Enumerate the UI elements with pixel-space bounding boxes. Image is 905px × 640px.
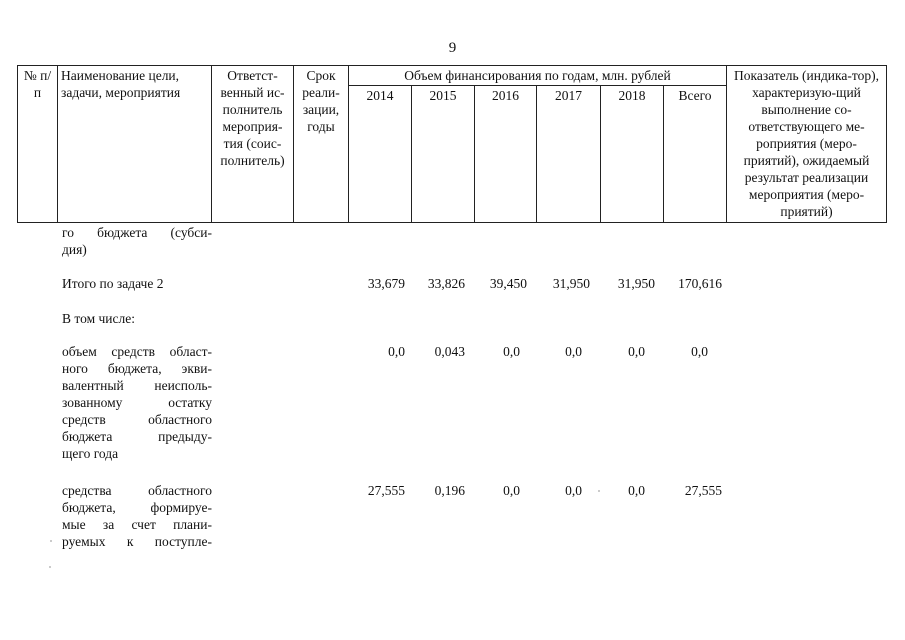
row1-label-line: ного бюджета, экви-	[62, 361, 212, 376]
row1-label-line: бюджета предыду-	[62, 429, 212, 444]
row2-value-sum: 27,555	[684, 483, 722, 498]
row2-label-line: бюджета, формируе-	[62, 500, 212, 515]
total-value-2018: 31,950	[617, 276, 655, 291]
header-year-2018: 2018	[601, 86, 664, 223]
header-name-label: Наименование цели, задачи, мероприятия	[61, 68, 181, 100]
header-term-cell	[294, 66, 349, 223]
row1-value-2015: 0,043	[434, 344, 465, 359]
header-indicator-cell	[727, 66, 887, 223]
header-responsible-label: Ответст-венный ис-полнитель мероприя-тия (соис-полнитель)	[220, 68, 285, 168]
total-value-2016: 39,450	[489, 276, 527, 291]
total-value-sum: 170,616	[678, 276, 722, 291]
header-year-2014: 2014	[349, 86, 412, 223]
row2-label-line: руемых к поступле-	[62, 534, 212, 549]
header-funding-cell	[349, 66, 727, 86]
row2-label-line: мые за счет плани-	[62, 517, 212, 532]
row2-label-line: средства областного	[62, 483, 212, 498]
row1-value-2018: 0,0	[628, 344, 645, 359]
total-value-2017: 31,950	[552, 276, 590, 291]
row1-value-2014: 0,0	[388, 344, 405, 359]
total-value-2014: 33,679	[367, 276, 405, 291]
row1-label-line: валентный неисполь-	[62, 378, 212, 393]
row1-value-sum: 0,0	[691, 344, 708, 359]
header-term-label: Срок реали-зации, годы	[302, 68, 340, 134]
row1-label-line: средств областного	[62, 412, 212, 427]
row2-value-2018: 0,0	[628, 483, 645, 498]
row1-value-2017: 0,0	[565, 344, 582, 359]
header-indicator-label: Показатель (индика-тор), характеризую-щий выполнение со-ответствующего ме-роприятия (меро-приятий), ожидаемый результат реализации мероприятия (меро-приятий)	[734, 68, 879, 219]
row2-value-2017: 0,0	[565, 483, 582, 498]
including-label: В том числе:	[62, 311, 135, 326]
row2-value-2016: 0,0	[503, 483, 520, 498]
continued-text-line: го бюджета (субси-	[62, 225, 212, 240]
header-table	[17, 65, 887, 223]
header-responsible-cell	[212, 66, 294, 223]
header-name-cell	[58, 66, 212, 223]
row2-value-2015: 0,196	[434, 483, 465, 498]
scan-speck	[49, 566, 51, 568]
header-year-2015: 2015	[412, 86, 475, 223]
continued-text-line: дия)	[62, 242, 87, 257]
row1-label-line: объем средств област-	[62, 344, 212, 359]
scan-speck	[50, 540, 52, 542]
header-year-2016: 2016	[475, 86, 537, 223]
header-number-label: № п/п	[23, 68, 52, 100]
header-number-cell	[18, 66, 58, 223]
row1-label-line: зованному остатку	[62, 395, 212, 410]
row1-value-2016: 0,0	[503, 344, 520, 359]
header-year-2017: 2017	[537, 86, 601, 223]
row2-value-2014: 27,555	[367, 483, 405, 498]
header-funding-label: Объем финансирования по годам, млн. рублей	[404, 68, 671, 83]
row1-label-line: щего года	[62, 446, 119, 461]
total-row-label: Итого по задаче 2	[62, 276, 164, 291]
page-number: 9	[448, 40, 457, 56]
scan-speck	[598, 490, 600, 492]
header-year-total: Всего	[664, 86, 727, 223]
total-value-2015: 33,826	[427, 276, 465, 291]
